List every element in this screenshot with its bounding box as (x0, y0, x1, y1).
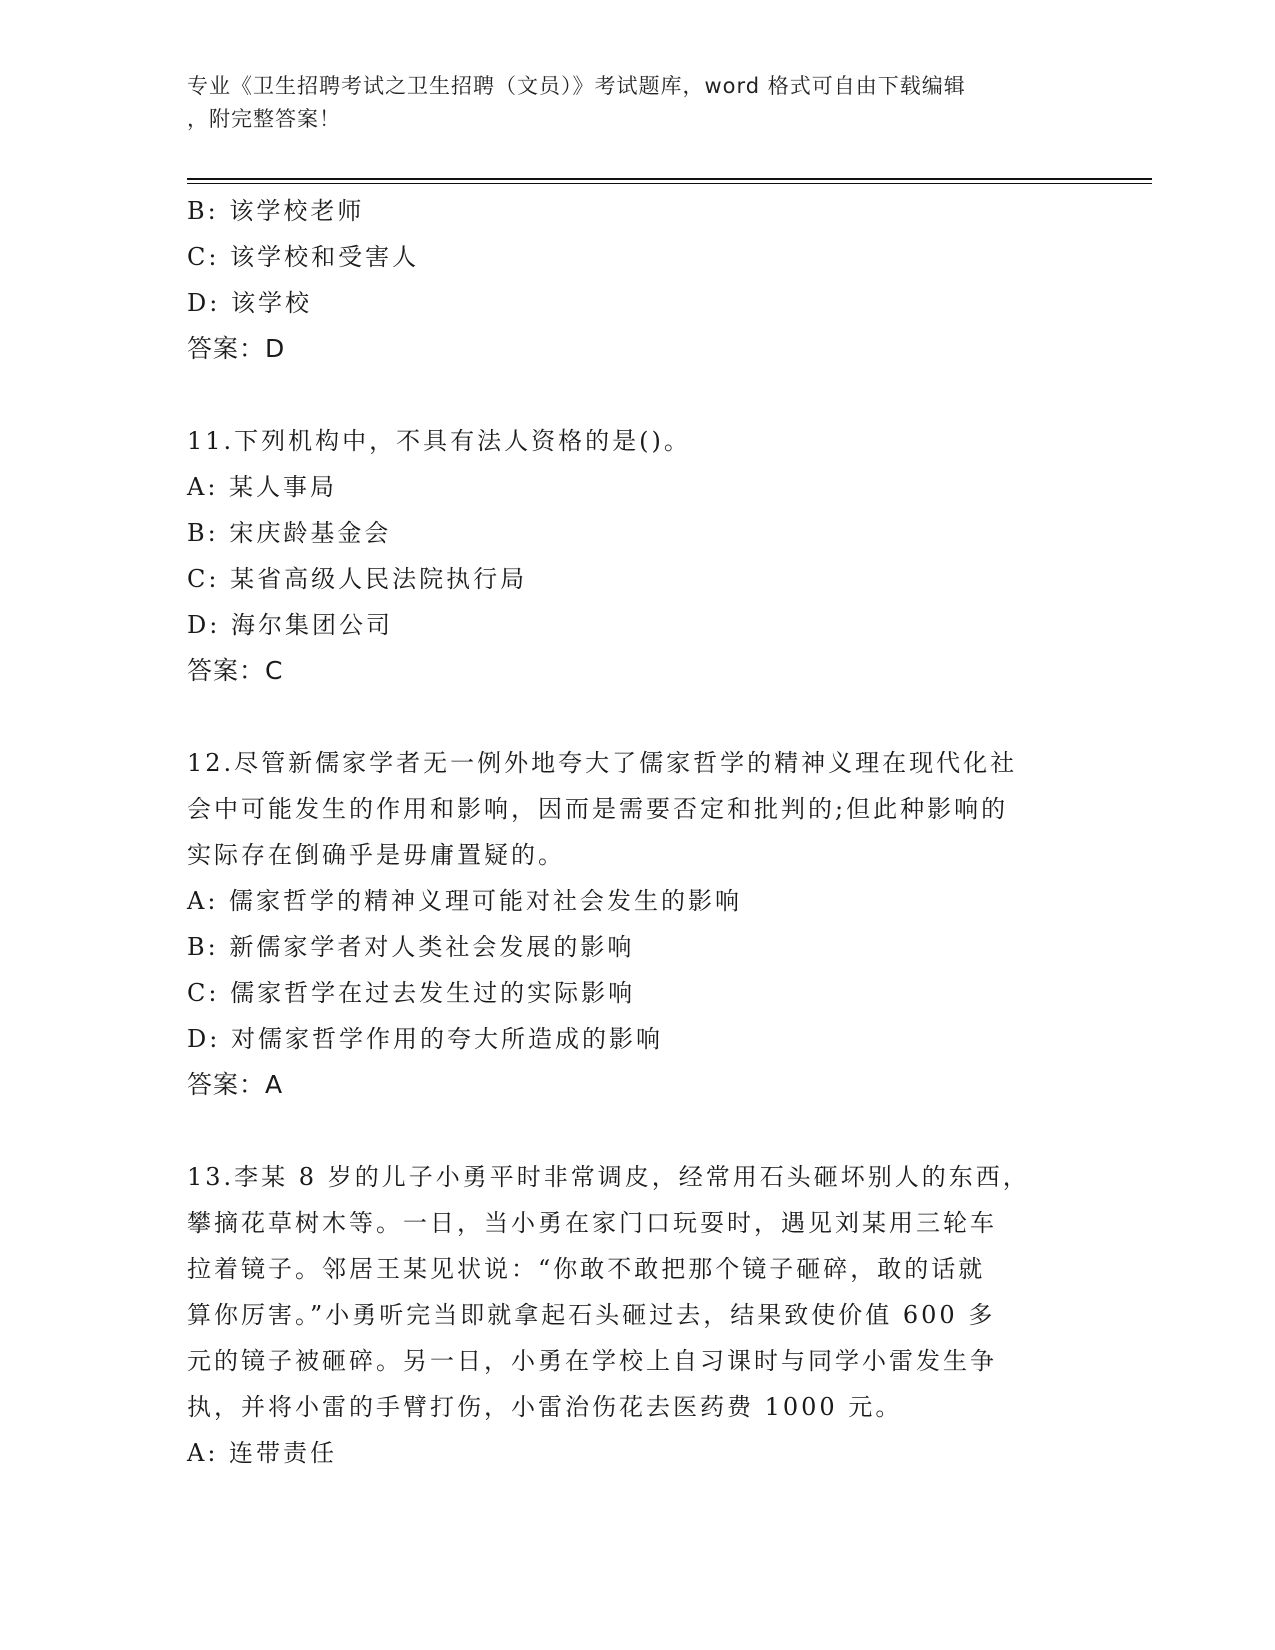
question-12 (187, 740, 1087, 1108)
question-text-line: 实际存在倒确乎是毋庸置疑的。 (187, 841, 565, 869)
option-d: D: 该学校 (187, 289, 312, 317)
question-text-line: 13.李某 8 岁的儿子小勇平时非常调皮，经常用石头砸坏别人的东西， (187, 1163, 1030, 1191)
header-line-1: 专业《卫生招聘考试之卫生招聘（文员）》考试题库，word 格式可自由下载编辑 (187, 74, 966, 98)
option-a: A: 连带责任 (187, 1439, 338, 1467)
option-b: B: 该学校老师 (187, 197, 365, 225)
question-text-line: 元的镜子被砸碎。另一日，小勇在学校上自习课时与同学小雷发生争 (187, 1347, 997, 1375)
question-text (187, 1154, 1067, 1430)
question-text: 11.下列机构中，不具有法人资格的是()。 (187, 427, 691, 455)
document-body (187, 188, 1087, 1476)
option-a: A: 某人事局 (187, 473, 338, 501)
answer-label: 答案：D (187, 334, 286, 363)
question-text-line: 12.尽管新儒家学者无一例外地夸大了儒家哲学的精神义理在现代化社 (187, 749, 1018, 777)
question-text-line: 攀摘花草树木等。一日，当小勇在家门口玩耍时，遇见刘某用三轮车 (187, 1209, 997, 1237)
option-b: B: 新儒家学者对人类社会发展的影响 (187, 933, 635, 961)
answer-label: 答案：C (187, 656, 284, 685)
question-13 (187, 1154, 1087, 1476)
option-c: C: 某省高级人民法院执行局 (187, 565, 528, 593)
option-b: B: 宋庆龄基金会 (187, 519, 392, 547)
question-text-line: 会中可能发生的作用和影响，因而是需要否定和批判的;但此种影响的 (187, 795, 1009, 823)
option-d: D: 对儒家哲学作用的夸大所造成的影响 (187, 1025, 663, 1053)
header-divider-thin (187, 183, 1152, 184)
option-c: C: 儒家哲学在过去发生过的实际影响 (187, 979, 636, 1007)
question-text-line: 执，并将小雷的手臂打伤，小雷治伤花去医药费 1000 元。 (187, 1393, 903, 1421)
document-header (187, 70, 1067, 136)
question-10-continued (187, 188, 1087, 372)
option-d: D: 海尔集团公司 (187, 611, 393, 639)
question-text-line: 拉着镜子。邻居王某见状说：“你敢不敢把那个镜子砸碎，敢的话就 (187, 1255, 986, 1283)
question-11 (187, 418, 1087, 694)
header-line-2: ，附完整答案！ (187, 107, 341, 131)
option-a: A: 儒家哲学的精神义理可能对社会发生的影响 (187, 887, 743, 915)
answer-label: 答案：A (187, 1070, 284, 1099)
question-text (187, 740, 1067, 878)
question-text-line: 算你厉害。”小勇听完当即就拿起石头砸过去，结果致使价值 600 多 (187, 1301, 996, 1329)
header-divider-thick (187, 178, 1152, 180)
option-c: C: 该学校和受害人 (187, 243, 420, 271)
